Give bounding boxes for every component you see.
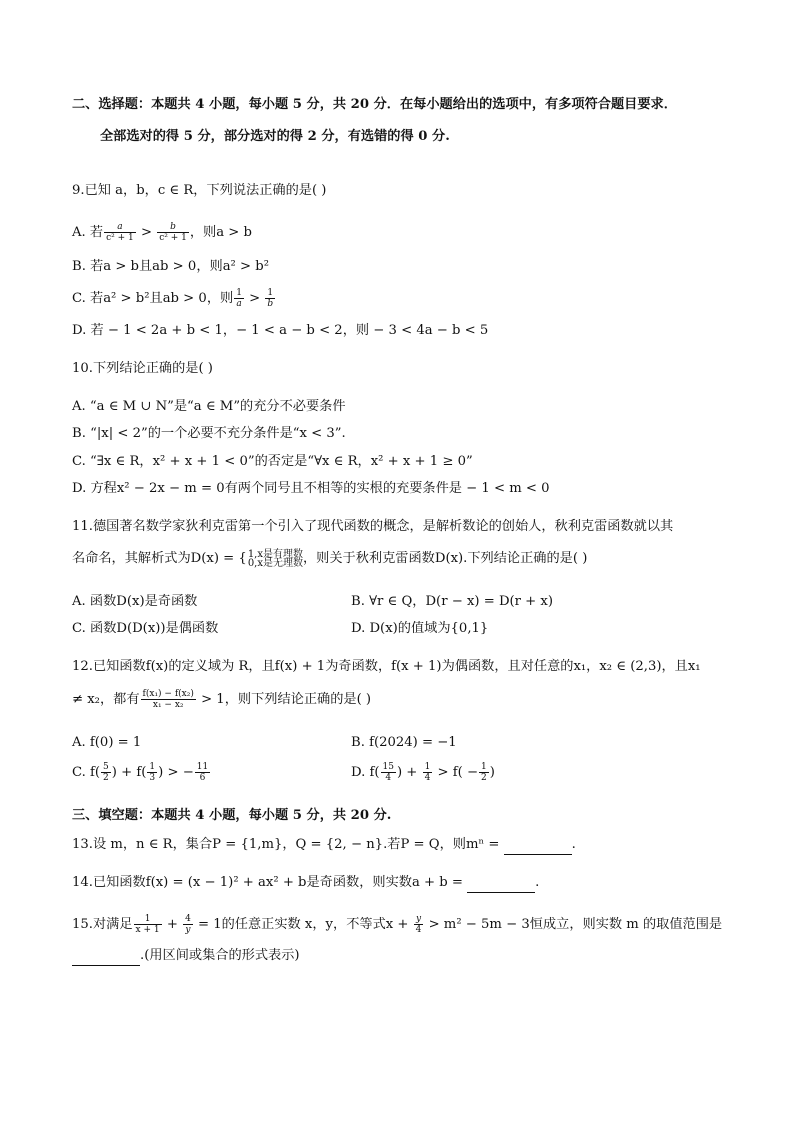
q12-d-frac2: $\frac{1}{4}$	[424, 762, 431, 783]
q12-option-d	[351, 762, 495, 783]
q9-a-post: ，则a > b	[189, 225, 252, 240]
q9-option-c	[72, 288, 276, 309]
q14-question	[72, 873, 539, 893]
q10-option-d: D. 方程x² − 2x − m = 0有两个同号且不相等的实根的充要条件是 − 1 < m < 0	[72, 481, 550, 496]
q9-a-pre: A. 若	[72, 225, 104, 240]
q9-stem: 9.已知 a，b，c ∈ R，下列说法正确的是( )	[72, 183, 327, 198]
q10-stem: 10.下列结论正确的是( )	[72, 361, 213, 376]
q9-a-frac2: $\frac{b}{\text{c² + 1}}$	[159, 222, 187, 243]
q15-frac2: $\frac{4}{y}$	[185, 914, 191, 935]
q12-c-mid: ) + f(	[111, 765, 147, 780]
q15-plus: +	[162, 917, 183, 932]
q15-post: > m² − 5m − 3恒成立，则实数 m 的取值范围是	[424, 917, 723, 932]
q9-c-gt: >	[244, 291, 265, 306]
q11-option-a: A. 函数D(x)是奇函数	[72, 594, 198, 609]
q9-option-b: B. 若a > b且ab > 0，则a² > b²	[72, 259, 270, 274]
q13-answer-blank[interactable]	[504, 840, 572, 855]
q12-stem-line2	[72, 689, 371, 710]
q12-c-mid2: ) > −	[158, 765, 194, 780]
q12-option-c	[72, 762, 211, 783]
q12-option-b: B. f(2024) = −1	[351, 735, 457, 750]
q12-c-frac1: $\frac{5}{2}$	[103, 762, 109, 783]
q12-d-frac1: $\frac{15}{4}$	[382, 762, 394, 783]
q15-question-line2	[72, 946, 300, 966]
q11-stem2-pre: 名命名，其解析式为D(x) = {	[72, 551, 247, 566]
q11-piecewise: 1,x是有理数 0,x是无理数	[247, 548, 303, 569]
q15-frac1: $\frac{1}{x + 1}$	[135, 914, 160, 935]
q12-c-pre: C. f(	[72, 765, 101, 780]
q9-c-pre: C. 若a² > b²且ab > 0，则	[72, 291, 234, 306]
q9-option-a	[72, 222, 252, 243]
q13-post: .	[571, 837, 576, 852]
q9-a-frac1: $\frac{a}{\text{c² + 1}}$	[106, 222, 134, 243]
q12-c-frac3: $\frac{11}{6}$	[196, 762, 209, 783]
q12-d-post: )	[489, 765, 495, 780]
q13-question	[72, 835, 576, 855]
q12-stem-line1: 12.已知函数f(x)的定义域为 R，且f(x) + 1为奇函数，f(x + 1)为偶函数，且对任意的x₁，x₂ ∈ (2,3)，且x₁	[72, 659, 701, 674]
q15-pre: 15.对满足	[72, 917, 133, 932]
q10-option-c: C. “∃x ∈ R，x² + x + 1 < 0”的否定是“∀x ∈ R，x² + x + 1 ≥ 0”	[72, 454, 473, 469]
q9-option-d: D. 若 − 1 < 2a + b < 1，− 1 < a − b < 2，则 − 3 < 4a − b < 5	[72, 323, 489, 338]
q12-d-frac3: $\frac{1}{2}$	[481, 762, 487, 783]
q11-option-b: B. ∀r ∈ Q，D(r − x) = D(r + x)	[351, 594, 553, 609]
q12-d-mid2: > f( −	[433, 765, 478, 780]
q13-text: 13.设 m，n ∈ R，集合P = {1,m}，Q = {2, − n}.若P = Q，则mⁿ =	[72, 837, 504, 852]
q10-option-a: A. “a ∈ M ∪ N”是“a ∈ M”的充分不必要条件	[72, 399, 346, 414]
q9-c-frac1: $\frac{1}{a}$	[236, 288, 242, 309]
q12-d-pre: D. f(	[351, 765, 380, 780]
q9-a-gt: >	[136, 225, 157, 240]
q15-answer-blank[interactable]	[72, 951, 140, 966]
section3-header: 三、填空题：本题共 4 小题，每小题 5 分，共 20 分.	[72, 808, 392, 823]
q15-frac3: $\frac{y}{4}$	[415, 914, 422, 935]
q12-stem2-pre: ≠ x₂，都有	[72, 692, 140, 707]
q12-c-frac2: $\frac{1}{3}$	[149, 762, 156, 783]
q11-stem-line1: 11.德国著名数学家狄利克雷第一个引入了现代函数的概念，是解析数论的创始人，秋利克雷函数就以其	[72, 519, 674, 534]
q11-stem2-post: ，则关于秋利克雷函数D(x).下列结论正确的是( )	[303, 551, 588, 566]
q14-post: .	[535, 875, 540, 890]
q12-frac: $\frac{\text{f(x₁) − f(x₂)}}{\text{x₁ − x₂}}$	[142, 689, 194, 710]
q12-option-a: A. f(0) = 1	[72, 735, 142, 750]
q15-question-line1	[72, 914, 722, 935]
q12-stem2-post: > 1，则下列结论正确的是( )	[196, 692, 372, 707]
q9-c-frac2: $\frac{1}{b}$	[267, 288, 274, 309]
section2-header: 二、选择题：本题共 4 小题，每小题 5 分，共 20 分．在每小题给出的选项中，有多项符合题目要求．	[72, 97, 677, 112]
q14-answer-blank[interactable]	[467, 878, 535, 893]
q11-option-c: C. 函数D(D(x))是偶函数	[72, 621, 219, 636]
q15-mid: = 1的任意正实数 x，y，不等式x +	[193, 917, 413, 932]
q10-option-b: B. “|x| < 2”的一个必要不充分条件是“x < 3”.	[72, 426, 346, 441]
section2-header-line2: 全部选对的得 5 分，部分选对的得 2 分，有选错的得 0 分.	[100, 129, 450, 144]
q14-text: 14.已知函数f(x) = (x − 1)² + ax² + b是奇函数，则实数a + b =	[72, 875, 468, 890]
q11-stem-line2	[72, 549, 587, 569]
q11-option-d: D. D(x)的值域为{0,1}	[351, 621, 489, 636]
q15-line2-post: .(用区间或集合的形式表示)	[140, 948, 300, 963]
q12-d-mid: ) +	[396, 765, 422, 780]
